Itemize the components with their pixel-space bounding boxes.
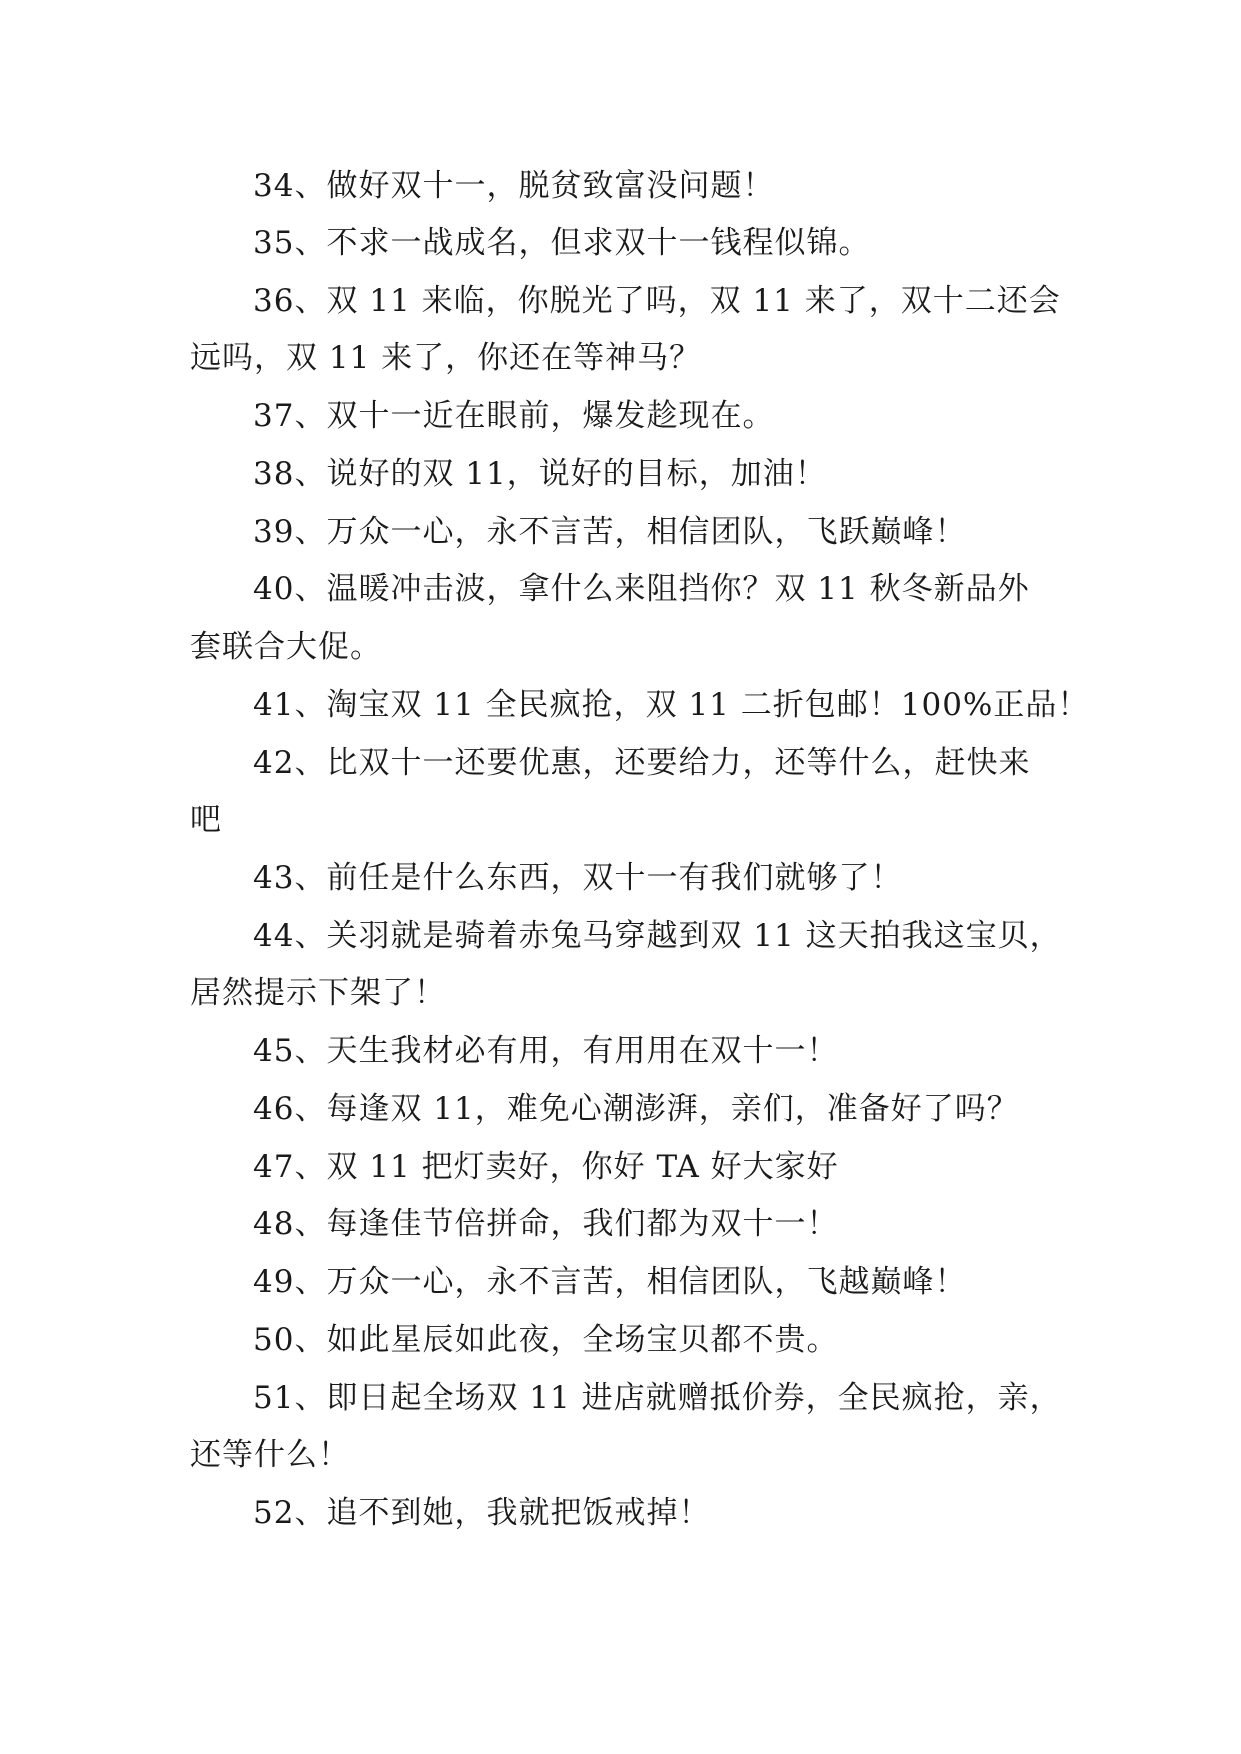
text-line: 41、淘宝双 11 全民疯抢，双 11 二折包邮！100%正品！ <box>253 687 1090 723</box>
text-line: 52、追不到她，我就把饭戒掉！ <box>253 1495 711 1531</box>
text-line: 43、前任是什么东西，双十一有我们就够了！ <box>253 860 903 896</box>
text-line: 44、关羽就是骑着赤兔马穿越到双 11 这天拍我这宝贝， <box>253 918 1062 954</box>
text-line: 46、每逢双 11，难免心潮澎湃，亲们，准备好了吗？ <box>253 1091 1019 1127</box>
text-line: 39、万众一心，永不言苦，相信团队，飞跃巅峰！ <box>253 514 967 550</box>
text-line: 吧 <box>190 802 222 838</box>
text-line: 36、双 11 来临，你脱光了吗，双 11 来了，双十二还会 <box>253 283 1061 319</box>
text-line: 42、比双十一还要优惠，还要给力，还等什么，赶快来 <box>253 745 1031 781</box>
text-line: 45、天生我材必有用，有用用在双十一！ <box>253 1033 839 1069</box>
text-line: 48、每逢佳节倍拼命，我们都为双十一！ <box>253 1206 839 1242</box>
text-line: 还等什么！ <box>190 1437 350 1473</box>
text-line: 35、不求一战成名，但求双十一钱程似锦。 <box>253 225 871 261</box>
text-line: 49、万众一心，永不言苦，相信团队，飞越巅峰！ <box>253 1264 967 1300</box>
text-line: 38、说好的双 11，说好的目标，加油！ <box>253 456 827 492</box>
text-line: 套联合大促。 <box>190 629 382 665</box>
text-line: 34、做好双十一，脱贫致富没问题！ <box>253 168 775 204</box>
text-line: 40、温暖冲击波，拿什么来阻挡你？双 11 秋冬新品外 <box>253 571 1030 607</box>
text-line: 居然提示下架了！ <box>190 975 446 1011</box>
text-line: 37、双十一近在眼前，爆发趁现在。 <box>253 398 775 434</box>
text-line: 51、即日起全场双 11 进店就赠抵价券，全民疯抢，亲， <box>253 1380 1062 1416</box>
text-line: 47、双 11 把灯卖好，你好 TA 好大家好 <box>253 1149 839 1185</box>
text-line: 50、如此星辰如此夜，全场宝贝都不贵。 <box>253 1322 839 1358</box>
text-line: 远吗，双 11 来了，你还在等神马？ <box>190 340 702 376</box>
